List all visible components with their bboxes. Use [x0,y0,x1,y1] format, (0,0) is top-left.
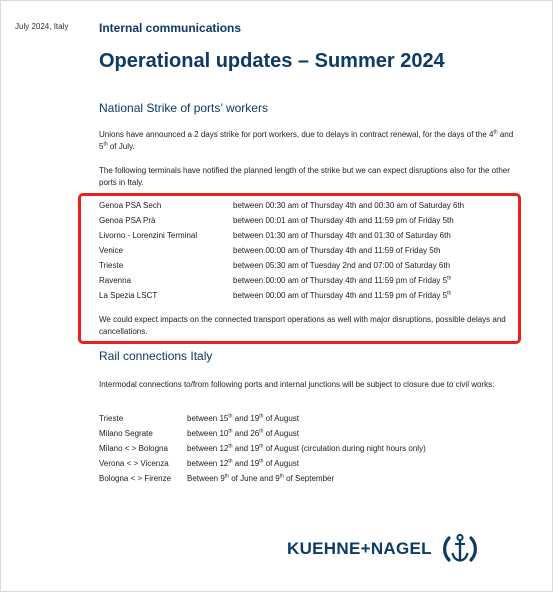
strike-period: between 00:00 am of Thursday 4th and 11:59 of Friday 5th [233,246,441,255]
kuehne-nagel-logo [287,529,480,569]
strike-intro-text-b: and 5 [99,130,514,151]
rail-place: Bologna < > Firenze [99,474,172,483]
terminal-name: Livorno - Lorenzini Terminal [99,231,198,240]
terminal-name: Genoa PSA Sech [99,201,162,210]
closure-period: between 15th and 19th of August [187,413,300,423]
terminal-name: Ravenna [99,276,132,285]
strike-intro-text-a: Unions have announced a 2 days strike for port workers, due to delays in contract renewal, for the days of the 4 [99,130,494,139]
strike-intro-text-c: of July. [107,141,135,151]
strike-period: between 05:30 am of Tuesday 2nd and 07:00 of Saturday 6th [233,261,451,270]
strike-intro-sup-2: th [103,140,108,147]
closure-period: between 12th and 19th of August (circulation during night hours only) [187,443,426,453]
strike-period: between 00:00 am of Thursday 4th and 11:59 pm of Friday 5th [233,275,452,285]
strike-period: between 00:30 am of Thursday 4th and 00:30 am of Saturday 6th [233,201,465,210]
terminal-name: Trieste [99,261,124,270]
rail-place: Milano Segrate [99,429,153,438]
impact-note-paragraph: We could expect impacts on the connected transport operations as well with major disruptions, possible delays and cancellations. [99,315,506,336]
rail-section-heading: Rail connections Italy [99,349,213,363]
strike-section-heading: National Strike of ports’ workers [99,101,268,115]
closure-period: between 12th and 19th of August [187,458,300,468]
terminal-name: Genoa PSA Prà [99,216,156,225]
page-title: Operational updates – Summer 2024 [99,50,445,72]
terminals-note-paragraph: The following terminals have notified the planned length of the strike but we can expect disruptions also for the other ports in Italy. [99,166,510,187]
terminal-name: Venice [99,246,124,255]
anchor-icon [440,529,480,569]
strike-intro-paragraph [99,129,519,152]
rail-intro-paragraph: Intermodal connections to/from following ports and internal junctions will be subject to closure due to civil works: [99,380,495,389]
rail-place: Verona < > Vicenza [99,459,169,468]
rail-place: Milano < > Bologna [99,444,168,453]
rail-place: Trieste [99,414,124,423]
strike-period: between 00:00 am of Thursday 4th and 11:59 pm of Friday 5th [233,290,452,300]
document-kicker: Internal communications [99,21,242,35]
closure-period: between 10th and 26th of August [187,428,300,438]
document-date: July 2024, Italy [15,22,69,31]
strike-period: between 00:01 am of Thursday 4th and 11:59 pm of Friday 5th [233,216,454,225]
logo-wordmark: KUEHNE+NAGEL [287,539,432,558]
strike-intro-sup-1: th [493,129,498,136]
closure-period: Between 9th of June and 9th of September [187,473,335,483]
terminal-name: La Spezia LSCT [99,291,158,300]
strike-period: between 01:30 am of Thursday 4th and 01:30 of Saturday 6th [233,231,451,240]
